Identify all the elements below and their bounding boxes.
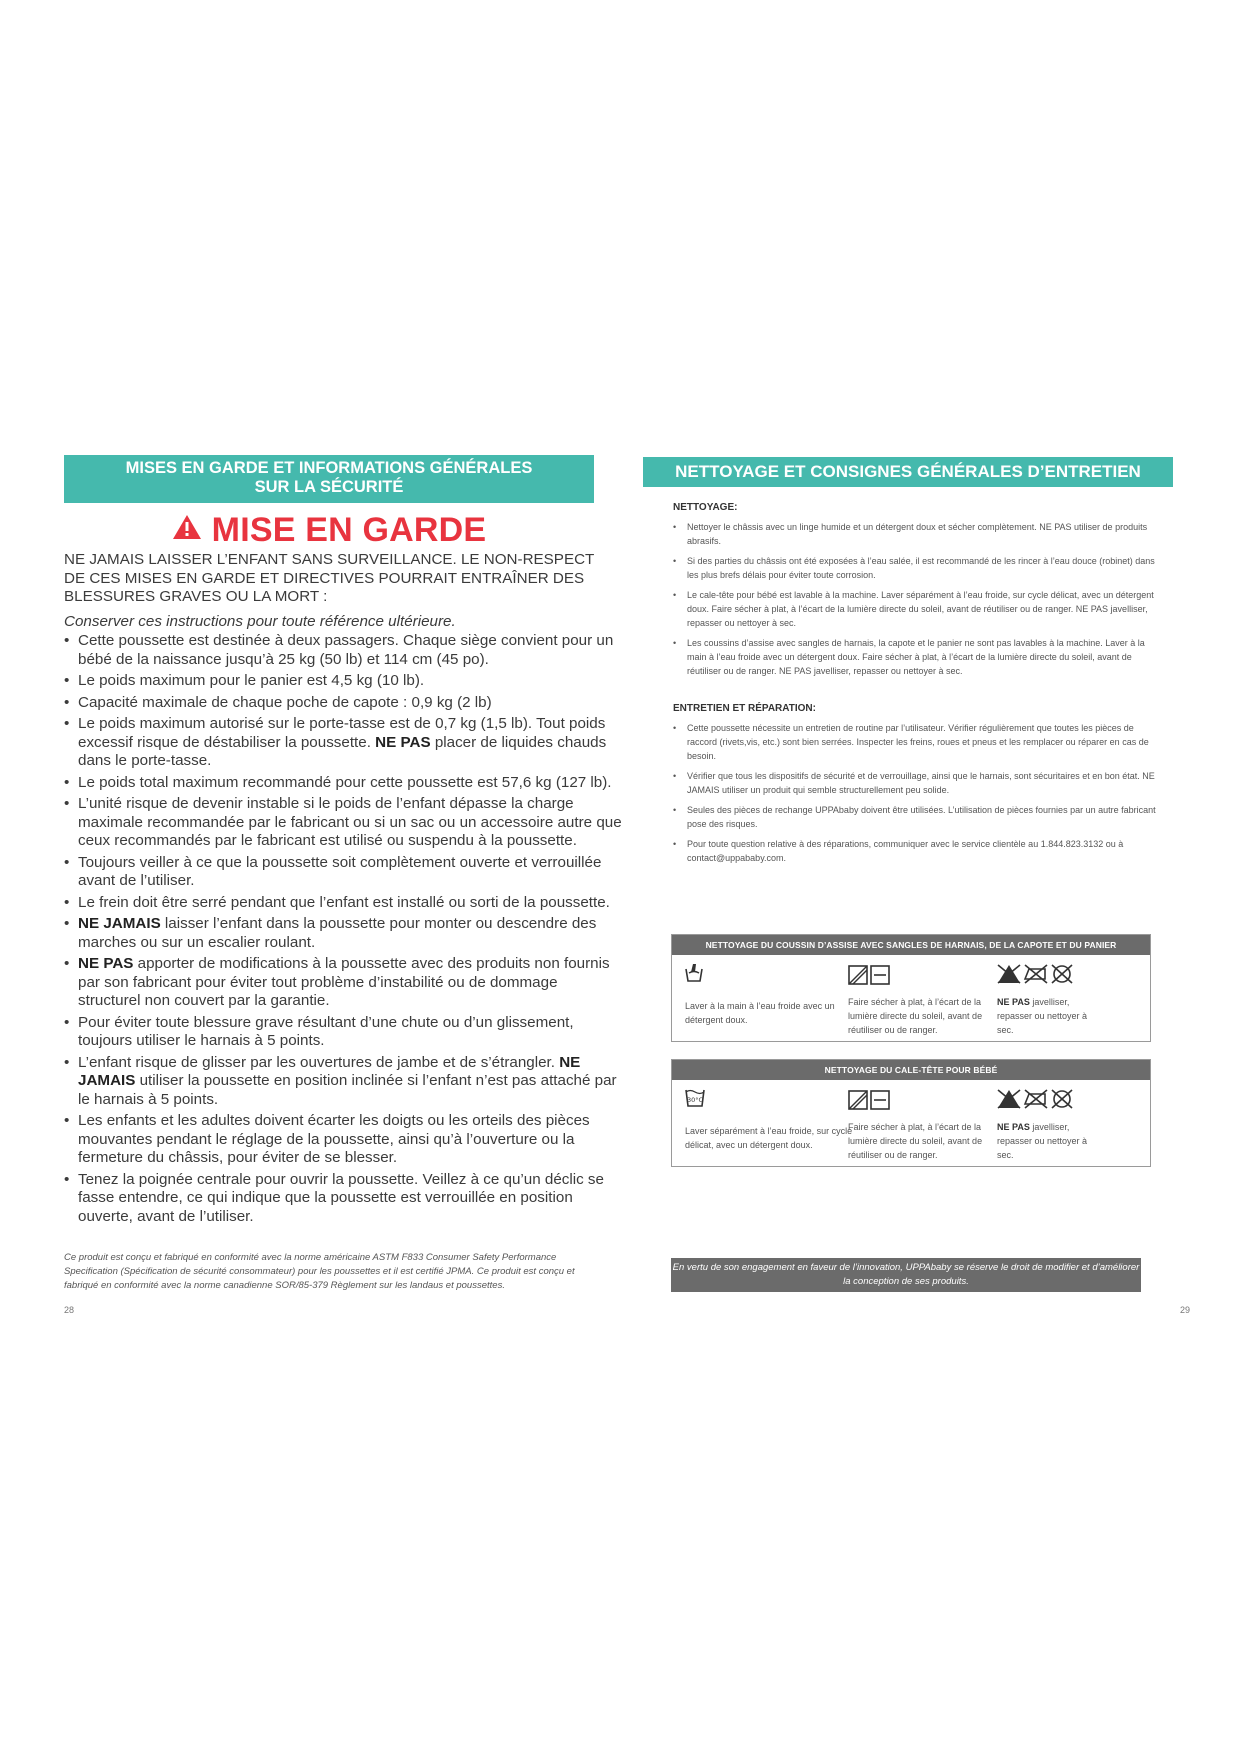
care-box-seat [671,934,1151,1042]
bullet-text: laisser l’enfant dans la poussette pour monter ou descendre des marches ou sur un escalier roulant. [78,915,597,951]
machine-wash-30-icon [684,1086,706,1113]
bullet-text: Le poids total maximum recommandé pour cette poussette est 57,6 kg (127 lb). [78,773,612,791]
care-row [672,1080,1150,1172]
care-bullet: • Si des parties du châssis ont été exposées à l’eau salée, il est recommandé de les rincer à l’eau douce (robinet) dans les plus brefs délais pour éviter toute corrosion. [673,554,1158,582]
safety-banner-line-1: MISES EN GARDE ET INFORMATIONS GÉNÉRALES [125,459,533,477]
no-bleach-bold: NE PAS [997,997,1030,1007]
safety-bullet [64,955,624,1011]
maintenance-title: ENTRETIEN ET RÉPARATION: [673,703,816,714]
safety-bullet [64,774,624,793]
care-box-title: NETTOYAGE DU CALE-TÊTE POUR BÉBÉ [672,1060,1150,1080]
safety-banner-line-2: SUR LA SÉCURITÉ [254,478,404,496]
dry-flat-text: Faire sécher à plat, à l’écart de la lumière directe du soleil, avant de réutiliser ou de ranger. [848,997,983,1035]
warning-triangle-icon [172,509,202,549]
page-number-left: 28 [64,1305,75,1315]
wash-temp: 30°C [686,1096,704,1104]
bullet-emphasis: NE PAS [375,733,431,751]
bullet-text: L’unité risque de devenir instable si le poids de l’enfant dépasse la charge maximale recommandée par le fabricant ou si un sac ou un accessoire autre que ceux recommandés par le fabricant est utilisé ou suspendu à la poussette. [78,795,622,849]
left-page [0,0,620,1754]
bullet-emphasis: NE PAS [78,955,134,972]
bullet-text: Toujours veiller à ce que la poussette soit complètement ouverte et verrouillée avant de l’utiliser. [78,853,602,889]
maintenance-bullet-list [673,721,1158,871]
no-bleach-iron-dryclean-icon [997,1088,1077,1115]
safety-bullet [64,1054,624,1110]
bullet-text: utiliser la poussette en position inclinée si l’enfant n’est pas attaché par le harnais à 5 points. [78,1072,617,1108]
care-bullet: • Cette poussette nécessite un entretien de routine par l’utilisateur. Vérifier régulièrement que toutes les pièces de raccord (rivets,vis, etc.) sont bien serrées. Inspecter les freins, roues et pneus et les remplacer ou réparer en cas de besoin. [673,721,1158,763]
dry-flat-shade-icon [848,1090,890,1115]
bullet-emphasis: NE JAMAIS [78,1053,581,1089]
cleaning-title: NETTOYAGE: [673,502,738,513]
compliance-note: Ce produit est conçu et fabriqué en conformité avec la norme américaine ASTM F833 Consumer Safety Performance Specification (Spécification de sécurité consommateur) pour les poussettes et il est certifié JPMA. Ce produit est conçu et fabriqué en conformité avec la norme canadienne SOR/85-379 Règlement sur les landaus et poussettes. [64,1252,575,1291]
bullet-text: apporter de modifications à la poussette avec des produits non fournis par son fabricant pour éviter tout problème d’instabilité ou de dommage structurel non couvert par la garantie. [78,955,610,1009]
care-bullet: • Les coussins d’assise avec sangles de harnais, la capote et le panier ne sont pas lavables à la machine. Laver à la main à l’eau froide avec un détergent doux. Faire sécher à plat, à l’écart de la lumière directe du soleil, avant de réutiliser ou de ranger. NE PAS javelliser, repasser ou nettoyer à sec. [673,636,1158,678]
care-box-title: NETTOYAGE DU COUSSIN D’ASSISE AVEC SANGLES DE HARNAIS, DE LA CAPOTE ET DU PANIER [672,935,1150,955]
safety-bullet [64,894,624,913]
care-bullet: • Le cale-tête pour bébé est lavable à la machine. Laver séparément à l’eau froide, sur cycle délicat, avec un détergent doux. Faire sécher à plat, à l’écart de la lumière directe du soleil, avant de réutiliser ou de ranger. NE PAS javelliser, repasser ou nettoyer à sec. [673,588,1158,630]
care-bullet: • Seules des pièces de rechange UPPAbaby doivent être utilisées. L’utilisation de pièces fournies par un autre fabricant pose des risques. [673,803,1158,831]
safety-bullet [64,915,624,952]
safety-banner [64,455,594,503]
cleaning-bullet-list [673,520,1158,684]
dry-flat-shade-icon [848,965,890,990]
safety-bullet [64,694,624,713]
bullet-text: Le poids maximum autorisé sur le porte-tasse est de 0,7 kg (1,5 lb). Tout poids excessif risque de déstabiliser la poussette. [78,715,606,751]
bullet-text: Le frein doit être serré pendant que l’enfant est installé ou sorti de la poussette. [78,893,610,911]
care-banner: NETTOYAGE ET CONSIGNES GÉNÉRALES D’ENTRETIEN [643,457,1173,487]
page-number-right: 29 [1180,1305,1191,1315]
innovation-footnote: En vertu de son engagement en faveur de l’innovation, UPPAbaby se réserve le droit de modifier et d’améliorer la conception de ses produits. [671,1258,1141,1292]
no-bleach-text [997,995,1097,1037]
safety-bullet [64,672,624,691]
safety-bullet [64,1014,624,1051]
dry-flat-text: Faire sécher à plat, à l’écart de la lumière directe du soleil, avant de réutiliser ou de ranger. [848,1122,983,1160]
care-row [672,955,1150,1047]
hand-wash-text: Laver à la main à l’eau froide avec un détergent doux. [685,1001,835,1025]
warning-heading [64,510,594,550]
safety-bullet [64,795,624,851]
bullet-text: Capacité maximale de chaque poche de capote : 0,9 kg (2 lb) [78,693,492,711]
safety-bullet [64,1112,624,1168]
bullet-text: placer de liquides chauds dans le porte-tasse. [78,733,607,769]
bullet-text: Pour éviter toute blessure grave résultant d’une chute ou d’un glissement, toujours utiliser le harnais à 5 points. [78,1013,574,1049]
care-bullet: • Vérifier que tous les dispositifs de sécurité et de verrouillage, ainsi que le harnais, sont sécuritaires et en bon état. NE JAMAIS utiliser un produit qui semble structurellement peu solide. [673,769,1158,797]
care-box-head-support [671,1059,1151,1167]
care-bullet: • Pour toute question relative à des réparations, communiquer avec le service clientèle au 1.844.823.3132 ou à contact@uppababy.com. [673,837,1158,865]
bullet-text: Tenez la poignée centrale pour ouvrir la poussette. Veillez à ce qu’un déclic se fasse entendre, ce qui indique que la poussette est verrouillée en position ouverte, avant de l’utiliser. [78,1170,604,1225]
no-bleach-rest: javelliser, repasser ou nettoyer à sec. [997,1122,1088,1160]
safety-bullet [64,715,624,771]
no-bleach-text [997,1120,1097,1162]
no-bleach-bold: NE PAS [997,1122,1030,1132]
bullet-text: Le poids maximum pour le panier est 4,5 kg (10 lb). [78,672,425,689]
no-bleach-rest: javelliser, repasser ou nettoyer à sec. [997,997,1088,1035]
care-bullet: • Nettoyer le châssis avec un linge humide et un détergent doux et sécher complètement. NE PAS utiliser de produits abrasifs. [673,520,1158,548]
warning-intro: NE JAMAIS LAISSER L’ENFANT SANS SURVEILLANCE. LE NON-RESPECT DE CES MISES EN GARDE ET DIRECTIVES POURRAIT ENTRAÎNER DES BLESSURES GRAVES OU LA MORT : [64,551,595,605]
safety-bullet-list [64,632,624,1229]
machine-wash-text: Laver séparément à l’eau froide, sur cycle délicat, avec un détergent doux. [685,1126,853,1150]
warning-title: MISE EN GARDE [211,511,487,549]
safety-bullet [64,1171,624,1227]
bullet-text: L’enfant risque de glisser par les ouvertures de jambe et de s’étrangler. [78,1053,560,1071]
safety-bullet [64,854,624,891]
no-bleach-iron-dryclean-icon [997,963,1077,990]
safety-bullet [64,632,624,669]
bullet-text: Les enfants et les adultes doivent écarter les doigts ou les orteils des pièces mouvantes pendant le réglage de la poussette, ainsi qu’à l’ouverture ou la fermeture du châssis, pour éviter de se blesser. [78,1112,590,1166]
keep-instructions-note: Conserver ces instructions pour toute référence ultérieure. [64,613,456,630]
hand-wash-icon [684,961,704,988]
bullet-emphasis: NE JAMAIS [78,915,161,932]
right-page [620,0,1241,1754]
bullet-text: Cette poussette est destinée à deux passagers. Chaque siège convient pour un bébé de la naissance jusqu’à 25 kg (50 lb) et 114 cm (45 po). [78,632,614,668]
